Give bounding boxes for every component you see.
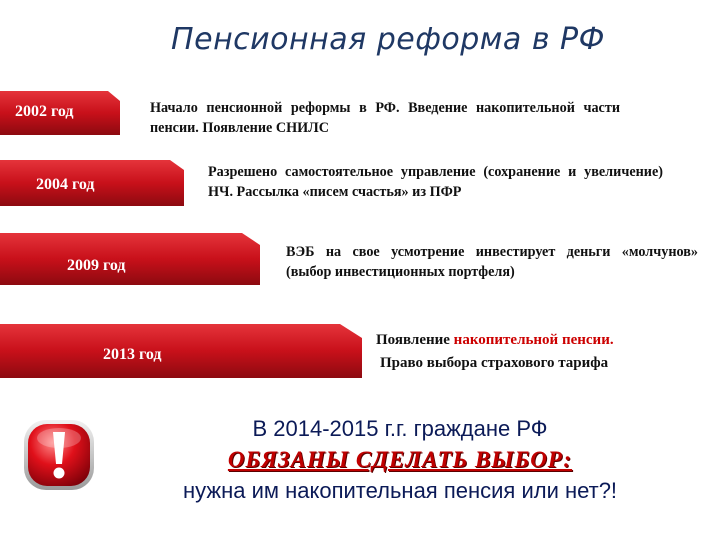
- timeline-year-label: 2002 год: [15, 103, 74, 120]
- bottom-line-2: ОБЯЗАНЫ СДЕЛАТЬ ВЫБОР:: [227, 447, 573, 472]
- timeline-description: Разрешено самостоятельное управление (сохранение и увеличение) НЧ. Рассылка «писем счастья» из ПФР: [208, 164, 663, 200]
- timeline-text-prefix: Появление: [376, 332, 454, 348]
- bottom-line-3: нужна им накопительная пенсия или нет?!: [182, 478, 618, 503]
- timeline-year-label: 2004 год: [36, 176, 95, 193]
- timeline-bar-2013: [0, 324, 364, 378]
- bottom-line-1: В 2014-2015 г.г. граждане РФ: [252, 416, 548, 441]
- timeline-year-label: 2009 год: [67, 257, 126, 274]
- timeline-description: Начало пенсионной реформы в РФ. Введение накопительной части пенсии. Появление СНИЛС: [150, 100, 620, 136]
- timeline-bar-2002: [0, 91, 122, 135]
- timeline-text-highlight: накопительной пенсии.: [453, 332, 614, 348]
- exclamation-icon: [22, 418, 96, 492]
- bottom-message: [100, 414, 700, 506]
- timeline-bar-2009: [0, 233, 262, 285]
- timeline-bar-2004: [0, 160, 186, 206]
- timeline-year-label: 2013 год: [103, 346, 162, 363]
- timeline-description: ВЭБ на свое усмотрение инвестирует деньги «молчунов» (выбор инвестиционных портфеля): [286, 244, 698, 280]
- timeline-text-line2: Право выбора страхового тарифа: [380, 355, 609, 371]
- page-title: Пенсионная реформа в РФ: [171, 22, 605, 57]
- timeline-description: [376, 329, 706, 375]
